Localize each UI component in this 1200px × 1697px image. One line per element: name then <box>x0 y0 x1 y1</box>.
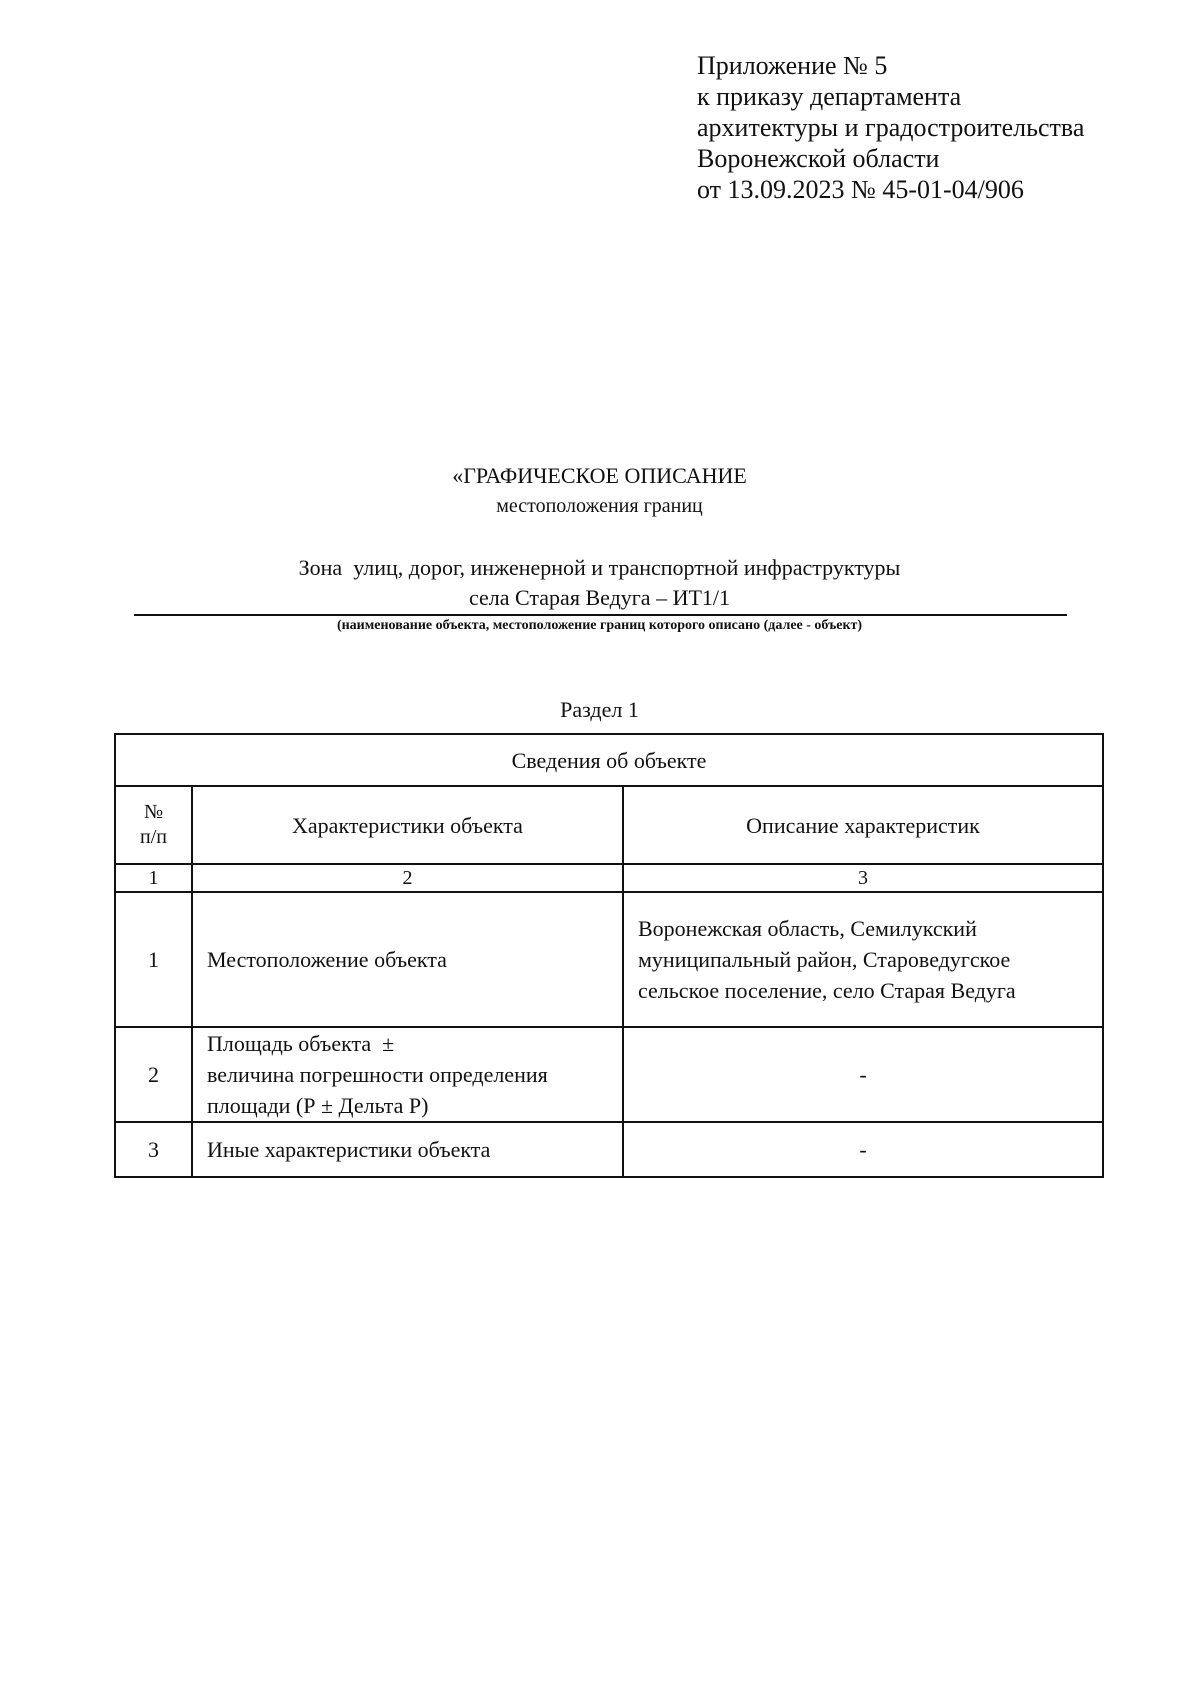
object-name-line-2: села Старая Ведуга – ИТ1/1 <box>468 585 731 610</box>
index-cell: 3 <box>623 864 1103 892</box>
table-caption: Сведения об объекте <box>115 734 1103 786</box>
object-caption: (наименование объекта, местоположение границ которого описано (далее - объект) <box>336 618 863 633</box>
row-description <box>623 892 1103 1027</box>
object-info-table <box>114 733 1104 1178</box>
appendix-line: от 13.09.2023 № 45-01-04/906 <box>697 175 1024 204</box>
table-row <box>115 892 1103 1027</box>
row-number: 1 <box>115 892 192 1027</box>
object-name-line-1: Зона улиц, дорог, инженерной и транспортной инфраструктуры <box>298 555 901 580</box>
title-line-2: местоположения границ <box>496 495 703 517</box>
index-cell: 2 <box>192 864 623 892</box>
row-number: 2 <box>115 1027 192 1122</box>
characteristic-line: Иные характеристики объекта <box>207 1137 491 1162</box>
title-line-1: «ГРАФИЧЕСКОЕ ОПИСАНИЕ <box>452 463 747 488</box>
appendix-line: архитектуры и градостроительства <box>697 113 1085 142</box>
header-description: Описание характеристик <box>623 786 1103 864</box>
appendix-line: Воронежской области <box>697 144 940 173</box>
header-num <box>115 786 192 864</box>
appendix-line: к приказу департамента <box>697 82 962 111</box>
table-header-row <box>115 786 1103 864</box>
row-characteristic <box>192 1027 623 1122</box>
object-underline <box>134 614 1067 616</box>
description-line: муниципальный район, Староведугское <box>638 947 1011 972</box>
row-characteristic <box>192 1122 623 1177</box>
section-label: Раздел 1 <box>560 697 639 722</box>
appendix-line: Приложение № 5 <box>697 51 888 80</box>
characteristic-line: Местоположение объекта <box>207 947 447 972</box>
row-characteristic <box>192 892 623 1027</box>
row-description: - <box>623 1027 1103 1122</box>
document-title <box>132 461 1067 521</box>
table-index-row <box>115 864 1103 892</box>
characteristic-line: площади (Р ± Дельта Р) <box>207 1093 429 1118</box>
appendix-reference <box>697 50 1084 205</box>
table-caption-row <box>115 734 1103 786</box>
description-line: Воронежская область, Семилукский <box>638 916 977 941</box>
object-name <box>132 553 1067 613</box>
row-number: 3 <box>115 1122 192 1177</box>
table-row <box>115 1027 1103 1122</box>
characteristic-line: Площадь объекта ± <box>207 1031 395 1056</box>
header-num-line-2: п/п <box>140 826 167 848</box>
header-characteristic: Характеристики объекта <box>192 786 623 864</box>
description-line: сельское поселение, село Старая Ведуга <box>638 978 1016 1003</box>
index-cell: 1 <box>115 864 192 892</box>
row-description: - <box>623 1122 1103 1177</box>
characteristic-line: величина погрешности определения <box>207 1062 548 1087</box>
header-num-line-1: № <box>143 801 164 823</box>
table-row <box>115 1122 1103 1177</box>
